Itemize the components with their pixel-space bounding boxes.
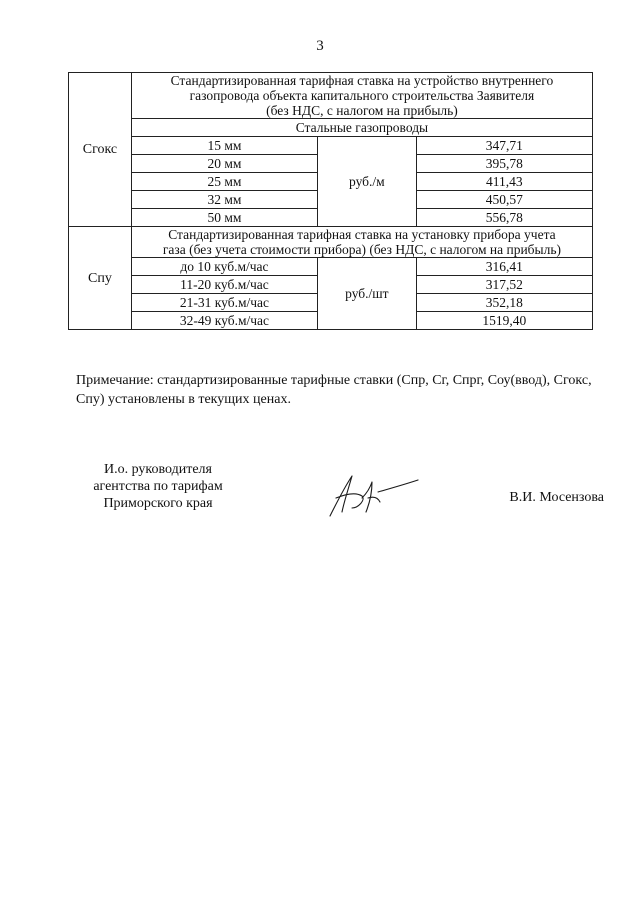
row-label: 20 мм: [131, 155, 317, 173]
signatory-title: [78, 461, 238, 512]
row-value: 317,52: [416, 276, 592, 294]
section-subheader: Стальные газопроводы: [131, 119, 592, 137]
row-value: 395,78: [416, 155, 592, 173]
section-header-line: Стандартизированная тарифная ставка на установку прибора учета: [168, 227, 556, 242]
section-code-sgoks: Сгокс: [69, 73, 132, 227]
table-row: [69, 119, 593, 137]
table-row: [69, 73, 593, 119]
page-number: 3: [316, 38, 324, 54]
row-label: 11-20 куб.м/час: [131, 276, 317, 294]
tariff-table: [68, 72, 593, 330]
section-header-line: (без НДС, с налогом на прибыль): [266, 103, 458, 118]
unit-cell: руб./шт: [318, 258, 417, 330]
row-label: 25 мм: [131, 173, 317, 191]
signatory-title-line: Приморского края: [103, 496, 213, 511]
row-label: до 10 куб.м/час: [131, 258, 317, 276]
row-value: 411,43: [416, 173, 592, 191]
row-value: 316,41: [416, 258, 592, 276]
table-row: [69, 258, 593, 276]
section-header-line: Стандартизированная тарифная ставка на устройство внутреннего: [170, 73, 554, 88]
section-code-spu: Спу: [69, 227, 132, 330]
note-paragraph: Примечание: стандартизированные тарифные ставки (Спр, Сг, Спрг, Соу(ввод), Сгокс, Спу) установлены в текущих ценах.: [76, 373, 592, 407]
row-value: 556,78: [416, 209, 592, 227]
row-label: 21-31 куб.м/час: [131, 294, 317, 312]
signatory-title-line: И.о. руководителя: [103, 462, 212, 477]
section-header-spu: [131, 227, 592, 258]
row-value: 352,18: [416, 294, 592, 312]
row-label: 32 мм: [131, 191, 317, 209]
row-label: 32-49 куб.м/час: [131, 312, 317, 330]
section-header-sgoks: [131, 73, 592, 119]
section-header-line: газопровода объекта капитального строительства Заявителя: [189, 88, 535, 103]
row-label: 15 мм: [131, 137, 317, 155]
row-value: 347,71: [416, 137, 592, 155]
signatory-title-line: агентства по тарифам: [93, 479, 223, 494]
unit-cell: руб./м: [318, 137, 417, 227]
table-row: [69, 137, 593, 155]
signatory-name: В.И. Мосензова: [509, 490, 604, 505]
table-row: [69, 227, 593, 258]
row-label: 50 мм: [131, 209, 317, 227]
section-header-line: газа (без учета стоимости прибора) (без НДС, с налогом на прибыль): [162, 242, 562, 257]
row-value: 450,57: [416, 191, 592, 209]
row-value: 1519,40: [416, 312, 592, 330]
handwritten-signature: [322, 468, 422, 524]
